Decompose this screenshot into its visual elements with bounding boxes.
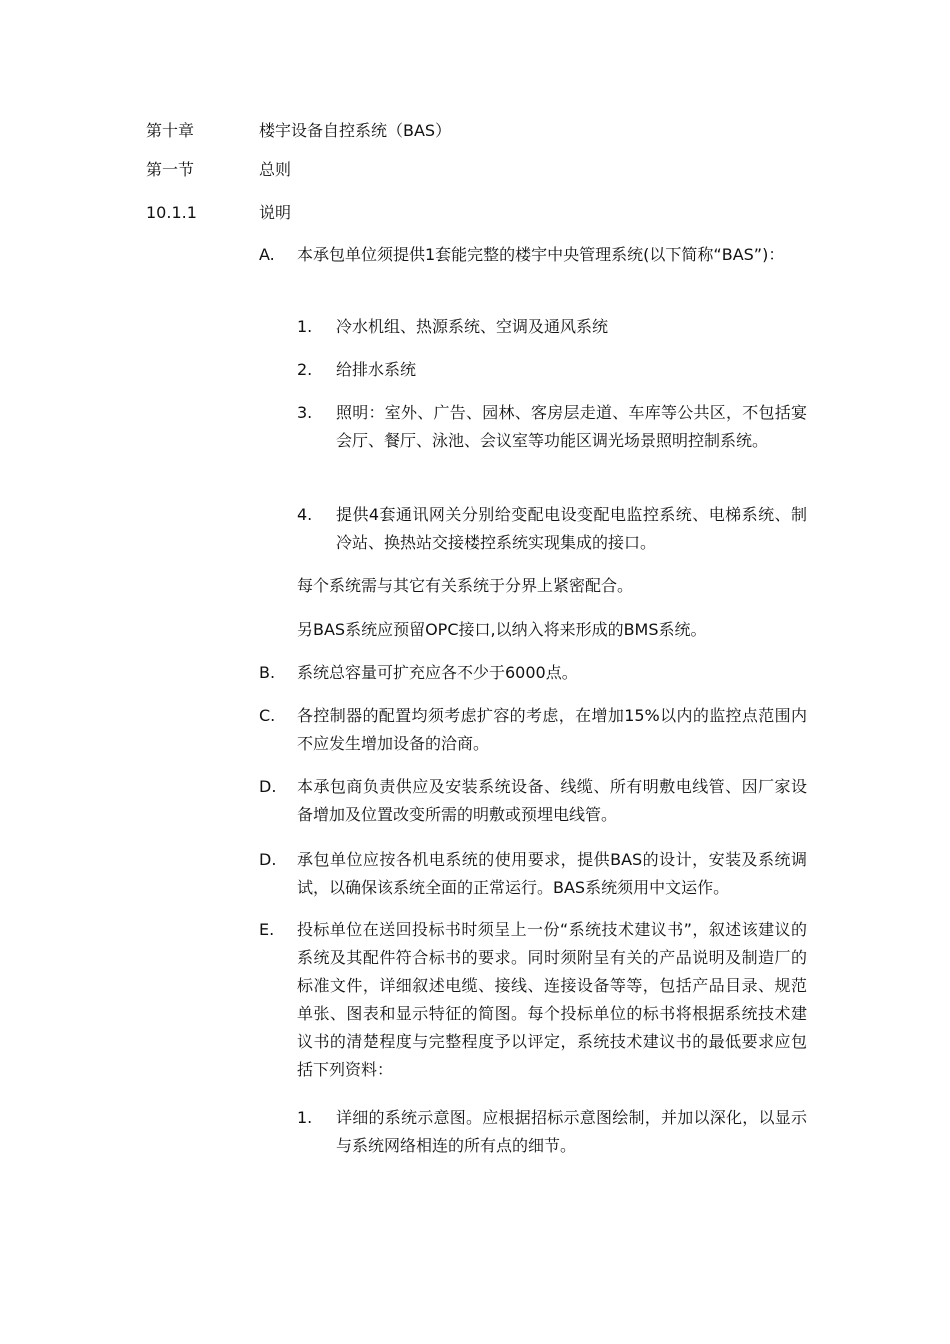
sub-item-label: 3. [297,403,313,422]
item-text: 系统总容量可扩充应各不少于6000点。 [297,663,578,682]
item-text: 本承包单位须提供1套能完整的楼宇中央管理系统(以下简称“BAS”)： [297,245,785,264]
sub-item-text: 详细的系统示意图。应根据招标示意图绘制，并加以深化，以显示与系统网络相连的所有点的细节。 [336,1108,807,1155]
sub-item-label: 1. [297,1108,313,1127]
sub-item-label: 2. [297,360,313,379]
item-text: 本承包商负责供应及安装系统设备、线缆、所有明敷电线管、因厂家设备增加及位置改变所需的明敷或预埋电线管。 [297,777,807,824]
item-label: E. [259,920,275,939]
sub-item-text: 给排水系统 [336,360,417,379]
item-label: B. [259,663,276,682]
item-label: D. [259,777,277,796]
sub-item-label: 1. [297,317,313,336]
sub-item-text: 照明：室外、广告、园林、客房层走道、车库等公共区，不包括宴会厅、餐厅、泳池、会议室等功能区调光场景照明控制系统。 [336,403,807,450]
item-text: 投标单位在送回投标书时须呈上一份“系统技术建议书”，叙述该建议的系统及其配件符合标书的要求。同时须附呈有关的产品说明及制造厂的标准文件，详细叙述电缆、接线、连接设备等等，包括产品目录、规范单张、图表和显示特征的简图。每个投标单位的标书将根据系统技术建议书的清楚程度与完整程度予以评定，系统技术建议书的最低要求应包括下列资料： [297,920,807,1079]
section-title: 总则 [259,160,292,179]
sub-item-text: 冷水机组、热源系统、空调及通风系统 [336,317,609,336]
section-number: 第一节 [146,160,195,179]
subsection-title: 说明 [259,203,292,222]
item-text: 各控制器的配置均须考虑扩容的考虑，在增加15%以内的监控点范围内不应发生增加设备的洽商。 [297,706,807,753]
note-paragraph: 每个系统需与其它有关系统于分界上紧密配合。 [297,576,634,595]
note-paragraph: 另BAS系统应预留OPC接口,以纳入将来形成的BMS系统。 [297,620,707,639]
item-label: C. [259,706,276,725]
sub-item-label: 4. [297,505,313,524]
item-label: A. [259,245,275,264]
subsection-number: 10.1.1 [146,203,197,222]
chapter-number: 第十章 [146,121,195,140]
chapter-title: 楼宇设备自控系统（BAS） [259,121,452,140]
item-text: 承包单位应按各机电系统的使用要求，提供BAS的设计，安装及系统调试，以确保该系统全面的正常运行。BAS系统须用中文运作。 [297,850,807,897]
item-label: D. [259,850,277,869]
sub-item-text: 提供4套通讯网关分别给变配电设变配电监控系统、电梯系统、制冷站、换热站交接楼控系统实现集成的接口。 [336,505,807,552]
